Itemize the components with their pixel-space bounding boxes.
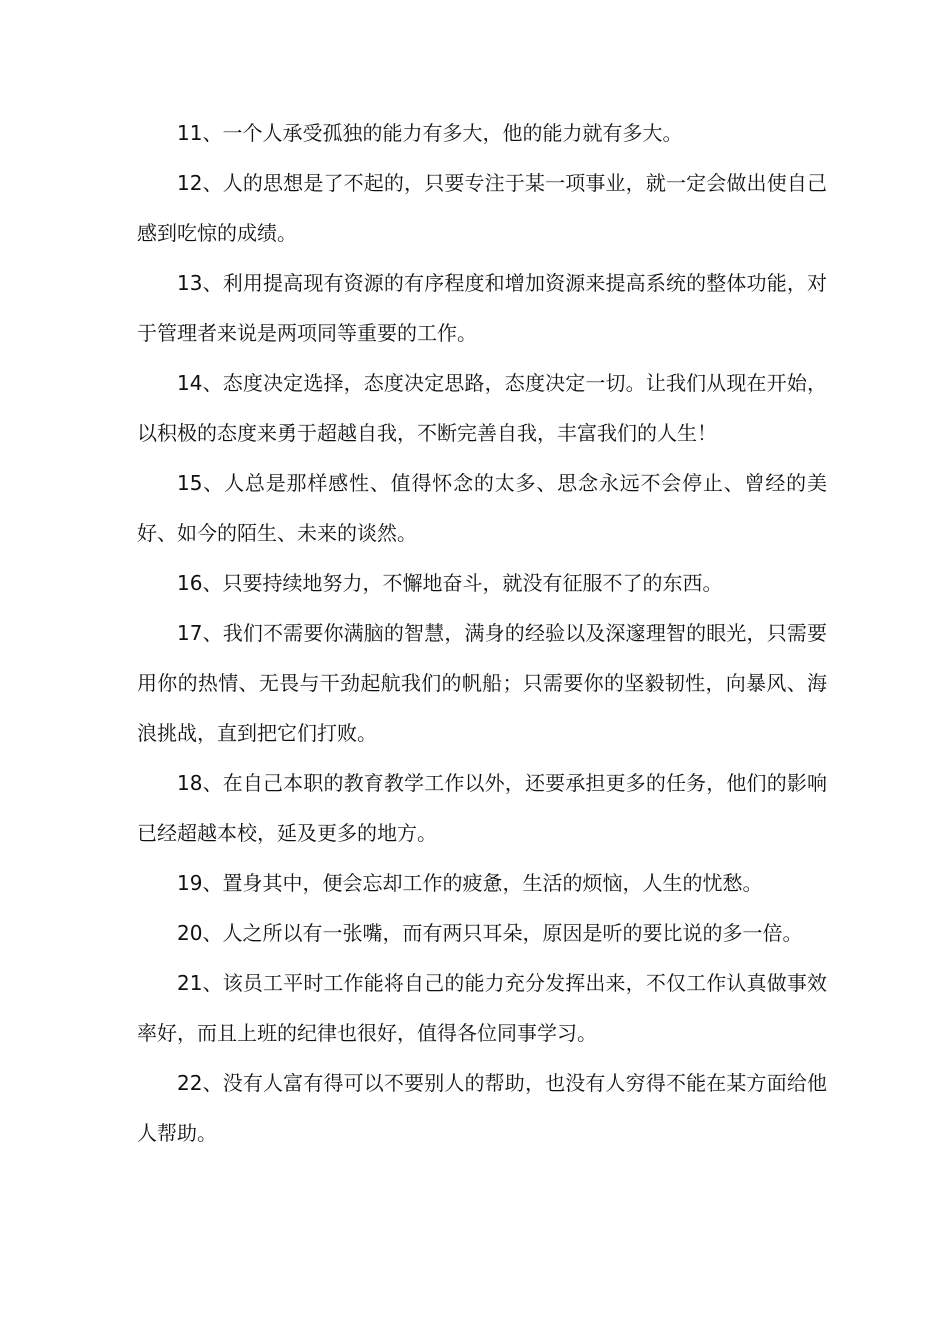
paragraph-21: 21、该员工平时工作能将自己的能力充分发挥出来，不仅工作认真做事效率好，而且上班的纪律也很好，值得各位同事学习。 [137,971,827,1045]
paragraph-14: 14、态度决定选择，态度决定思路，态度决定一切。让我们从现在开始，以积极的态度来勇于超越自我，不断完善自我，丰富我们的人生！ [137,371,827,445]
paragraph-20: 20、人之所以有一张嘴，而有两只耳朵，原因是听的要比说的多一倍。 [177,921,803,945]
paragraph-11: 11、一个人承受孤独的能力有多大，他的能力就有多大。 [177,121,683,145]
paragraph-15: 15、人总是那样感性、值得怀念的太多、思念永远不会停止、曾经的美好、如今的陌生、未来的谈然。 [137,471,827,545]
paragraph-12: 12、人的思想是了不起的，只要专注于某一项事业，就一定会做出使自己感到吃惊的成绩。 [137,171,827,245]
document-body [137,108,827,1158]
paragraph-17: 17、我们不需要你满脑的智慧，满身的经验以及深邃理智的眼光，只需要用你的热情、无畏与干劲起航我们的帆船；只需要你的坚毅韧性，向暴风、海浪挑战，直到把它们打败。 [137,621,827,745]
paragraph-16: 16、只要持续地努力，不懈地奋斗，就没有征服不了的东西。 [177,571,723,595]
paragraph-19: 19、置身其中，便会忘却工作的疲惫，生活的烦恼，人生的忧愁。 [177,871,763,895]
paragraph-22: 22、没有人富有得可以不要别人的帮助，也没有人穷得不能在某方面给他人帮助。 [137,1071,827,1145]
paragraph-13: 13、利用提高现有资源的有序程度和增加资源来提高系统的整体功能，对于管理者来说是两项同等重要的工作。 [137,271,827,345]
paragraph-18: 18、在自己本职的教育教学工作以外，还要承担更多的任务，他们的影响已经超越本校，延及更多的地方。 [137,771,827,845]
